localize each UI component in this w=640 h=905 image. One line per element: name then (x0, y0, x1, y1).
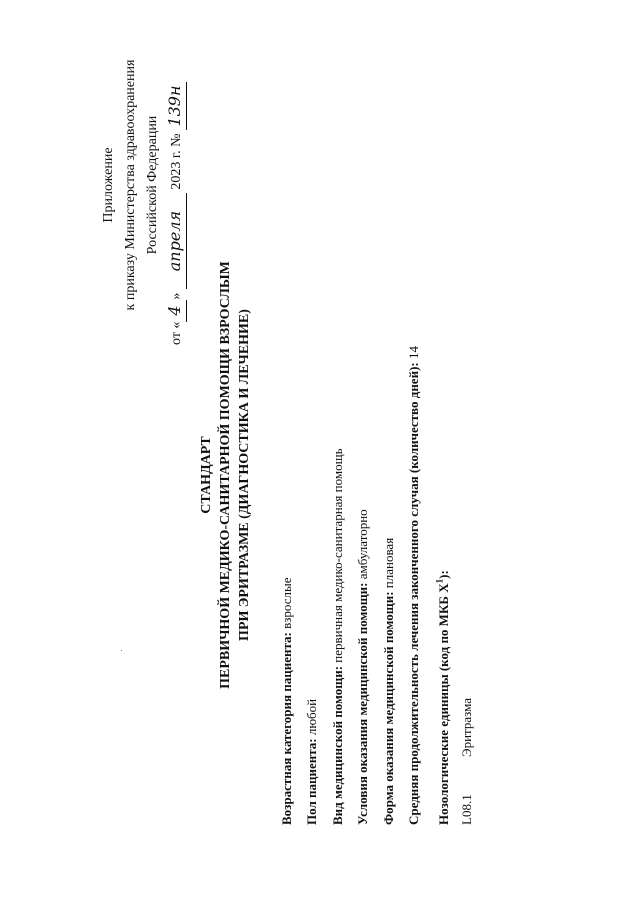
nosology-code: L08.1 (459, 794, 474, 825)
handwritten-day: 4 (164, 300, 187, 322)
field-form (380, 538, 398, 825)
field-care-type (329, 448, 347, 825)
nosology-name: Эритразма (459, 697, 474, 757)
appendix-line-2: к приказу Министерства здравоохранения (123, 59, 138, 311)
appendix-date-line (164, 15, 188, 345)
field-age (278, 578, 296, 825)
age-label: Возрастная категория пациента: (279, 632, 294, 825)
date-year: 2023 г. № (169, 133, 184, 190)
sex-label: Пол пациента: (304, 738, 319, 825)
nosology-label-end: ): (436, 570, 452, 579)
field-duration (405, 346, 423, 825)
title-line-3: ПРИ ЭРИТРАЗМЕ (ДИАГНОСТИКА И ЛЕЧЕНИЕ) (237, 309, 252, 641)
handwritten-month: апреля (164, 193, 187, 289)
form-value: плановая (381, 537, 396, 589)
appendix-line-3: Российской Федерации (145, 115, 160, 255)
care-type-value: первичная медико-санитарная помощь (330, 448, 345, 663)
form-label: Форма оказания медицинской помощи: (381, 591, 396, 825)
care-type-label: Вид медицинской помощи: (330, 665, 345, 825)
nosology-label: Нозологические единицы (код по МКБ X (436, 583, 452, 825)
conditions-label: Условия оказания медицинской помощи: (355, 582, 370, 825)
field-conditions (354, 509, 372, 825)
nosology-footnote-mark: 1 (435, 578, 445, 584)
duration-value: 14 (406, 346, 421, 360)
field-sex (303, 699, 321, 825)
sex-value: любой (304, 698, 319, 736)
field-nosology (431, 570, 453, 825)
title-line-1: СТАНДАРТ (199, 436, 214, 514)
title-line-2: ПЕРВИЧНОЙ МЕДИКО-САНИТАРНОЙ ПОМОЩИ ВЗРОСЛЫМ (218, 261, 233, 689)
handwritten-order-number: 139н (164, 82, 187, 130)
age-value: взрослые (279, 577, 294, 629)
duration-label: Средняя продолжительность лечения законченного случая (количество дней): (406, 362, 421, 825)
appendix-line-1: Приложение (101, 147, 116, 223)
date-mid: » (169, 292, 184, 300)
date-prefix: от « (169, 321, 184, 345)
conditions-value: амбулаторно (355, 509, 370, 580)
